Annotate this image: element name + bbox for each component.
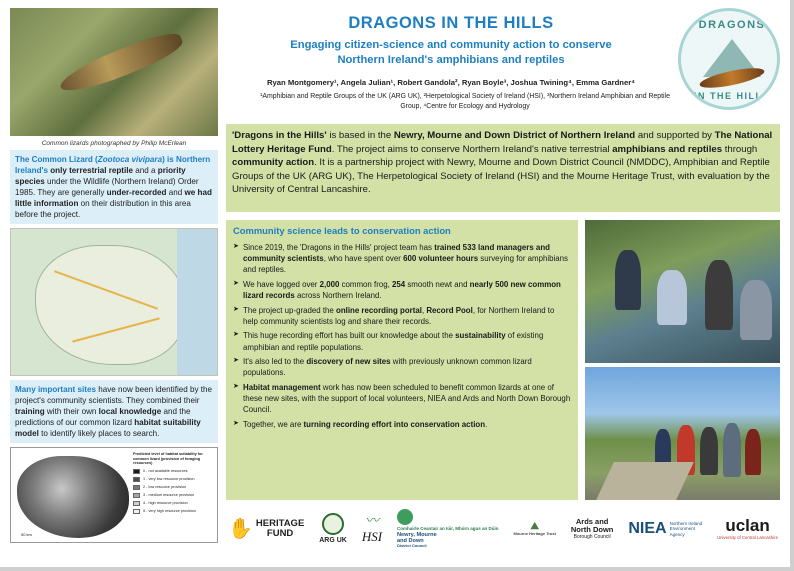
partner-logos <box>226 503 780 555</box>
item-text: , <box>421 305 427 315</box>
person <box>700 427 718 475</box>
ards-line: Borough Council <box>573 533 611 540</box>
mourne-heritage-logo <box>513 521 555 536</box>
lizard-text: and a <box>133 166 158 175</box>
lizard-text: priority species <box>15 166 186 186</box>
person <box>745 429 761 475</box>
list-item <box>233 279 571 301</box>
community-science-list <box>233 242 571 430</box>
sites-text: Many important sites <box>15 385 96 394</box>
photo-caption: Common lizards photographed by Philip McErlean <box>41 140 187 147</box>
heritage-text <box>256 519 304 540</box>
lizard-text: and <box>166 188 185 197</box>
legend-label: 5 - very high resource provision <box>143 508 196 513</box>
item-text: nearly 500 new common lizard records <box>243 279 561 301</box>
item-text: Together, we are <box>243 419 304 429</box>
item-text: sustainability <box>455 331 506 341</box>
item-text: across Northern Ireland. <box>294 291 382 301</box>
item-text: Record Pool <box>426 305 473 315</box>
niea-sub-line: Environment <box>669 526 695 532</box>
person <box>723 423 741 477</box>
legend-row <box>133 493 215 498</box>
sites-text: and the predictions of our common lizard <box>15 407 191 427</box>
item-text: Habitat management <box>243 382 321 392</box>
sites-text: local knowledge <box>98 407 162 416</box>
habitat-suitability-map <box>10 447 218 543</box>
hsi-text: HSI <box>361 528 383 544</box>
nmd-council-logo <box>397 509 499 549</box>
site-map <box>10 228 218 376</box>
legend-label: 1 - very low resource provision <box>143 476 195 481</box>
legend-label: 4 - high resource provision <box>143 500 188 505</box>
intro-text: Newry, Mourne and Down District of Northern Ireland <box>393 130 636 141</box>
lizard-text: we had little information <box>15 188 212 208</box>
council-icon <box>397 509 413 525</box>
legend-label: 0 - not available resources <box>143 468 188 473</box>
intro-box <box>226 124 780 212</box>
legend-label: 3 - medium resource provision <box>143 492 195 497</box>
ards-line: Ards and <box>575 517 609 526</box>
ards-logo <box>571 518 614 540</box>
intro-text: amphibians and reptiles <box>612 143 723 155</box>
list-item <box>233 305 571 327</box>
logo-text-bottom: IN THE HILLS <box>694 91 770 101</box>
heritage-line: HERITAGE <box>255 517 305 529</box>
left-column <box>10 8 218 543</box>
affiliations: ¹Amphibian and Reptile Groups of the UK (ARG UK), ²Herpetological Society of Ireland (HSI), ³Northern Ireland Amphibian and Reptile Group, ⁴Centre for Ecology and Hydrology <box>260 93 670 110</box>
nmd-irish: Comhairle Ceantair an Iúir, Mhúrn agus an Dúin <box>397 526 499 532</box>
arguk-text: ARG UK <box>319 537 347 545</box>
niea-logo <box>628 520 702 538</box>
list-item <box>233 330 571 352</box>
sites-text: have now been identified by the project's community scientists. They combined their <box>15 385 213 405</box>
item-text: 254 <box>392 279 406 289</box>
lizard-text: under-recorded <box>106 188 167 197</box>
intro-text: through <box>722 143 758 155</box>
person <box>740 280 772 340</box>
poster-title: DRAGONS IN THE HILLS <box>348 14 554 32</box>
subtitle-line: Northern Ireland's amphibians and reptiles <box>337 54 565 67</box>
list-item <box>233 419 571 430</box>
poster-subtitle <box>226 38 676 68</box>
legend-row <box>133 477 215 482</box>
map-land <box>35 245 185 365</box>
logo-text-top: DRAGONS <box>698 19 766 31</box>
lizard-text: The Common Lizard ( <box>15 155 98 164</box>
item-text: 600 volunteer hours <box>403 254 479 264</box>
poster-header <box>226 8 780 116</box>
nmd-line: Newry, Mourne <box>397 532 437 539</box>
survey-photo <box>585 220 780 363</box>
ards-line: North Down <box>570 525 614 535</box>
sites-text: to identify likely places to search. <box>38 429 160 438</box>
community-science-box <box>226 220 578 500</box>
legend-row <box>133 469 215 474</box>
hands-icon: ✋ <box>228 518 253 540</box>
uclan-sub: University of Central Lancashire <box>717 534 778 540</box>
person <box>615 250 641 310</box>
item-text: . <box>485 419 488 429</box>
heritage-line: FUND <box>266 528 294 539</box>
legend-row <box>133 485 215 490</box>
lizard-photo <box>10 8 218 136</box>
legend-swatch <box>133 493 140 498</box>
legend-swatch <box>133 509 140 514</box>
item-text: This huge recording effort has built our knowledge about the <box>243 331 456 341</box>
item-text: Since 2019, the 'Dragons in the Hills' project team has <box>243 243 435 252</box>
niea-sub-line: Agency <box>669 531 685 537</box>
mht-text: Mourne Heritage Trust <box>513 531 556 537</box>
intro-text: and supported by <box>635 130 715 141</box>
item-text: smooth newt and <box>405 279 470 289</box>
lizard-text: only terrestrial reptile <box>50 166 133 175</box>
arguk-logo <box>319 513 347 545</box>
item-text: with previously unknown common lizard populations. <box>243 357 532 378</box>
list-item <box>233 242 571 276</box>
legend-row <box>133 501 215 506</box>
uclan-text: uclan <box>725 516 770 536</box>
intro-text: 'Dragons in the Hills' <box>232 130 327 141</box>
item-text: of existing amphibian and reptile populations. <box>243 331 544 352</box>
legend-swatch <box>133 485 140 490</box>
person <box>657 270 687 325</box>
item-text: It's also led to the <box>243 357 307 367</box>
sites-text: habitat suitability model <box>15 418 201 438</box>
item-text: , for Northern Ireland to help community scientists log and share their records. <box>243 305 555 326</box>
arguk-icon <box>322 513 344 535</box>
item-text: 2,000 <box>319 279 340 289</box>
nmd-line: and Down <box>397 538 424 545</box>
subtitle-line: Engaging citizen-science and community action to conserve <box>290 39 612 51</box>
intro-text: community action <box>232 157 315 169</box>
item-text: We have logged over <box>243 279 320 289</box>
dragons-logo <box>678 8 780 110</box>
niea-sub-line: Northern Ireland <box>669 520 703 526</box>
lizard-text: on their distribution in this area before the project. <box>15 199 191 219</box>
sites-text: training <box>15 407 45 416</box>
path <box>596 462 694 500</box>
niea-text: NIEA <box>628 520 667 538</box>
intro-text: . The project aims to conserve Northern Ireland's native terrestrial <box>331 143 613 155</box>
legend-swatch <box>133 469 140 474</box>
legend-swatch <box>133 501 140 506</box>
lizard-info-box <box>10 150 218 224</box>
niea-sub <box>670 521 703 537</box>
legend-swatch <box>133 477 140 482</box>
item-text: surveying for amphibians and reptiles. <box>243 254 568 275</box>
item-text: , who have spent over <box>323 254 404 264</box>
list-item <box>233 356 571 378</box>
community-science-title: Community science leads to conservation action <box>233 225 451 236</box>
legend-row <box>133 509 215 514</box>
list-item <box>233 382 571 416</box>
item-text: trained 533 land managers and community scientists <box>243 243 550 264</box>
legend-label: 2 - low resource provision <box>143 484 187 489</box>
uclan-logo <box>717 517 778 540</box>
lizard-text: under the Wildlife (Northern Ireland) Order 1985. They are generally <box>15 177 199 197</box>
lizard-scientific-name: Zootoca vivipara <box>97 155 163 164</box>
map-scale: 50 km <box>21 532 32 537</box>
hsi-logo <box>362 514 382 544</box>
legend-title: Predicted level of habitat suitability for common lizard (provision of foraging resources) <box>133 452 203 466</box>
sites-info-box <box>10 380 218 443</box>
nmd-line: District Council <box>397 543 427 549</box>
item-text: turning recording effort into conservation action <box>303 419 486 429</box>
authors: Ryan Montgomery¹, Angela Julian¹, Robert Gandola², Ryan Boyle³, Joshua Twining⁴, Emma Gardner⁴ <box>266 78 636 87</box>
lizard-image <box>56 27 186 100</box>
item-text: discovery of new sites <box>306 357 391 367</box>
heritage-fund-logo <box>228 518 304 540</box>
lizard-text: ) is Northern Ireland's <box>15 155 211 175</box>
sites-text: with their own <box>44 407 99 416</box>
person <box>705 260 733 330</box>
lizard-icon: 〰 <box>364 514 379 530</box>
intro-text: The National Lottery Heritage Fund <box>232 130 773 155</box>
group-walk-photo <box>585 367 780 500</box>
suitability-raster <box>17 456 129 538</box>
mountain-icon: ⛰ <box>530 521 539 533</box>
map-sea <box>177 229 217 376</box>
item-text: The project up-graded the <box>243 305 336 315</box>
item-text: online recording portal <box>336 305 422 315</box>
intro-text: . It is a partnership project with Newry, Mourne and Down District Council (NMDDC), Amphibian and Reptile Groups of the UK (ARG UK), The Herpetological Society of Ireland (HSI) and the Mourne Heritage Trust, with evaluation by the University of Central Lancashire. <box>232 157 770 196</box>
item-text: work has now been scheduled to benefit common lizards at one of these new sites, with the support of local volunteers, NIEA and Ards and North Down Borough Council. <box>243 382 571 415</box>
item-text: common frog, <box>339 279 392 289</box>
intro-text: is based in the <box>326 130 394 141</box>
map-legend <box>133 452 215 517</box>
